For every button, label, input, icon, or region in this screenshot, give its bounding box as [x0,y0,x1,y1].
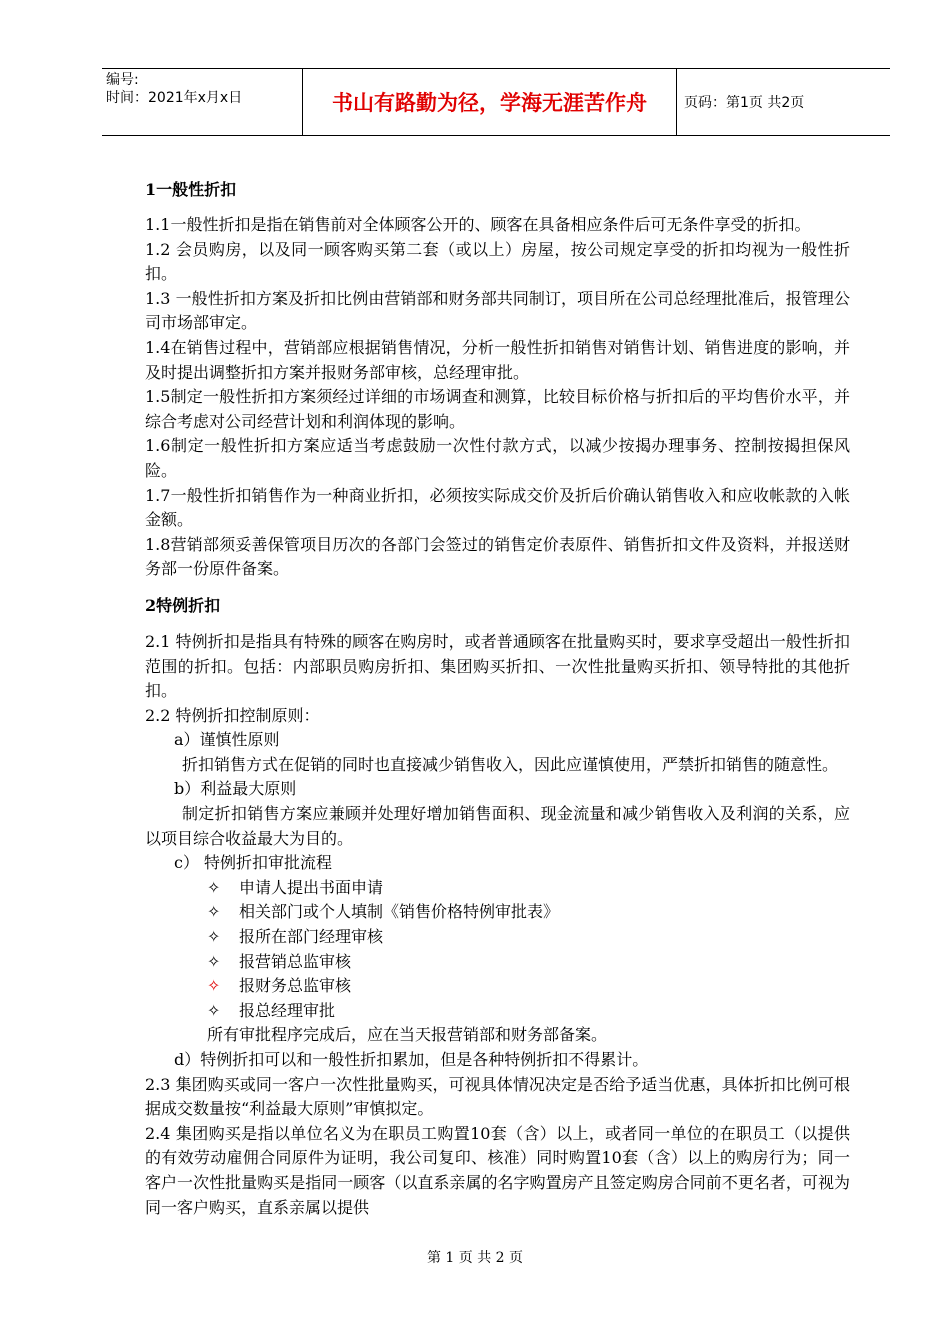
diamond-bullet-icon: ✧ [207,951,221,971]
paragraph-1-5: 1.5制定一般性折扣方案须经过详细的市场调查和测算，比较目标价格与折扣后的平均售价水平，并综合考虑对公司经营计划和利润体现的影响。 [145,387,850,431]
principle-b-title: b）利益最大原则 [174,779,297,799]
approval-step: ✧ 报财务总监审核 [145,974,850,999]
paragraph-1-6: 1.6制定一般性折扣方案应适当考虑鼓励一次性付款方式，以减少按揭办理事务、控制按揭担保风险。 [145,436,850,480]
paragraph-2-4: 2.4 集团购买是指以单位名义为在职员工购置10套（含）以上，或者同一单位的在职员工（以提供的有效劳动雇佣合同原件为证明，我公司复印、核准）同时购置10套（含）以上的购房行为；同一客户一次性批量购买是指同一顾客（以直系亲属的名字购置房产且签定购房合同前不更名者，可视为同一客户购买，直系亲属以提供 [145,1123,850,1217]
approval-step: ✧ 报营销总监审核 [145,950,850,975]
page-header [102,68,890,136]
principle-b-text: 制定折扣销售方案应兼顾并处理好增加销售面积、现金流量和减少销售收入及利润的关系，应以项目综合收益最大为目的。 [145,804,850,848]
diamond-bullet-icon: ✧ [207,902,221,922]
paragraph-2-1: 2.1 特例折扣是指具有特殊的顾客在购房时，或者普通顾客在批量购买时，要求享受超出一般性折扣范围的折扣。包括：内部职员购房折扣、集团购买折扣、一次性批量购买折扣、领导特批的其他折扣。 [145,631,850,701]
diamond-bullet-icon: ✧ [207,927,221,947]
document-body [145,178,850,1220]
approval-step: ✧ 报总经理审批 [145,999,850,1024]
paragraph-1-2: 1.2 会员购房，以及同一顾客购买第二套（或以上）房屋，按公司规定享受的折扣均视为一般性折扣。 [145,239,850,284]
paragraph-1-8: 1.8营销部须妥善保管项目历次的各部门会签过的销售定价表原件、销售折扣文件及资料，并报送财务部一份原件备案。 [145,534,850,579]
approval-step: ✧ 申请人提出书面申请 [145,876,850,901]
approval-step: ✧ 报所在部门经理审核 [145,925,850,950]
document-time-label: 时间：2021年x月x日 [106,90,243,106]
header-page-info: 页码：第1页 共2页 [684,95,805,111]
diamond-bullet-icon: ✧ [207,877,221,897]
paragraph-1-1: 1.1一般性折扣是指在销售前对全体顾客公开的、顾客在具备相应条件后可无条件享受的折扣。 [145,215,811,234]
header-meta [102,69,302,135]
approval-flow-title: c） 特例折扣审批流程 [174,853,333,873]
diamond-bullet-icon: ✧ [207,976,221,996]
approval-flow-note: 所有审批程序完成后，应在当天报营销部和财务部备案。 [207,1025,608,1045]
paragraph-2-3: 2.3 集团购买或同一客户一次性批量购买，可视具体情况决定是否给予适当优惠，具体折扣比例可根据成交数量按“利益最大原则”审慎拟定。 [145,1074,850,1119]
diamond-bullet-icon: ✧ [207,1000,221,1020]
principle-d-text: d）特例折扣可以和一般性折扣累加，但是各种特例折扣不得累计。 [174,1050,649,1069]
paragraph-1-7: 1.7一般性折扣销售作为一种商业折扣，必须按实际成交价及折后价确认销售收入和应收帐款的入帐金额。 [145,485,850,530]
paragraph-1-3: 1.3 一般性折扣方案及折扣比例由营销部和财务部共同制订，项目所在公司总经理批准后，报管理公司市场部审定。 [145,288,850,333]
document-number-label: 编号: [106,72,139,88]
principle-a-title: a）谨慎性原则 [174,730,280,750]
paragraph-1-4: 1.4在销售过程中，营销部应根据销售情况，分析一般性折扣销售对销售计划、销售进度的影响，并及时提出调整折扣方案并报财务部审核，总经理审批。 [145,337,850,382]
section-2-title: 2特例折扣 [145,595,221,615]
section-1-title: 1一般性折扣 [145,180,237,199]
principle-a-text: 折扣销售方式在促销的同时也直接减少销售收入，因此应谨慎使用，严禁折扣销售的随意性。 [182,754,839,774]
approval-step: ✧ 相关部门或个人填制《销售价格特例审批表》 [145,900,850,925]
page-footer: 第 1 页 共 2 页 [426,1250,524,1266]
header-motto: 书山有路勤为径，学海无涯苦作舟 [302,69,677,135]
paragraph-2-2: 2.2 特例折扣控制原则： [145,705,320,725]
